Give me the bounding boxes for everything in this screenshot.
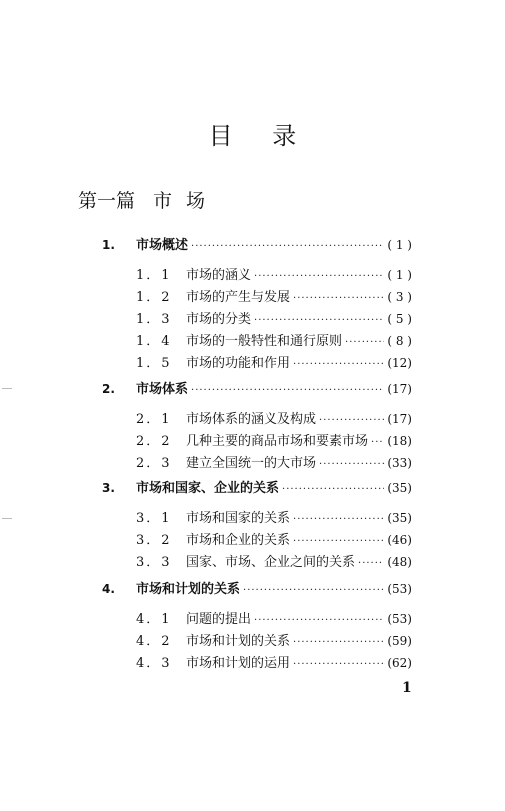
- section-title: 市场和计划的运用: [186, 656, 291, 671]
- page-number: 1: [402, 680, 412, 696]
- section-title: 国家、市场、企业之间的关系: [186, 555, 356, 570]
- dot-leader: [293, 656, 384, 674]
- page-ref: (59): [387, 634, 412, 648]
- section-number: 2．1: [136, 412, 172, 427]
- section-number: 4．3: [136, 656, 172, 671]
- page-ref: ( 1 ): [387, 268, 412, 282]
- dot-leader: [254, 268, 384, 286]
- part-heading: [78, 186, 219, 213]
- section-number: 1．1: [136, 268, 172, 283]
- dot-leader: [293, 634, 384, 652]
- scan-artifact: [2, 388, 12, 389]
- page-ref: (35): [387, 481, 412, 495]
- toc-chapter-1[interactable]: [102, 236, 412, 254]
- section-title: 市场体系的涵义及构成: [186, 412, 317, 427]
- page-ref: ( 8 ): [387, 334, 412, 348]
- page-ref: ( 1 ): [387, 238, 412, 252]
- dot-leader: [293, 356, 384, 374]
- toc-chapter-2[interactable]: [102, 380, 412, 398]
- toc-section-2-1[interactable]: [136, 410, 412, 428]
- section-number: 1．4: [136, 334, 172, 349]
- toc-section-3-2[interactable]: [136, 531, 412, 549]
- section-title: 市场和国家的关系: [186, 511, 291, 526]
- dot-leader: [191, 238, 384, 256]
- toc-section-1-2[interactable]: [136, 288, 412, 306]
- page-ref: (17): [387, 412, 412, 426]
- page-ref: (46): [387, 533, 412, 547]
- page-ref: (53): [387, 582, 412, 596]
- section-number: 4．1: [136, 612, 172, 627]
- page-ref: (53): [387, 612, 412, 626]
- dot-leader: [319, 456, 384, 474]
- toc-section-2-3[interactable]: [136, 454, 412, 472]
- section-title: 市场的涵义: [186, 268, 252, 283]
- toc-section-1-1[interactable]: [136, 266, 412, 284]
- section-title: 市场的功能和作用: [186, 356, 291, 371]
- chapter-number: 1.: [102, 238, 115, 252]
- section-number: 4．2: [136, 634, 172, 649]
- chapter-number: 4.: [102, 582, 115, 596]
- page-ref: (62): [387, 656, 412, 670]
- page-ref: (12): [387, 356, 412, 370]
- dot-leader: [254, 312, 384, 330]
- page-ref: (33): [387, 456, 412, 470]
- dot-leader: [293, 533, 384, 551]
- page-ref: ( 5 ): [387, 312, 412, 326]
- dot-leader: [282, 481, 384, 499]
- section-number: 3．1: [136, 511, 172, 526]
- section-number: 2．3: [136, 456, 172, 471]
- section-title: 市场的分类: [186, 312, 252, 327]
- page-ref: (17): [387, 382, 412, 396]
- section-number: 3．3: [136, 555, 172, 570]
- section-title: 市场的一般特性和通行原则: [186, 334, 343, 349]
- chapter-title: 市场概述: [136, 238, 189, 253]
- section-title: 市场和企业的关系: [186, 533, 291, 548]
- section-number: 2．2: [136, 434, 172, 449]
- dot-leader: [371, 434, 384, 452]
- toc-section-1-3[interactable]: [136, 310, 412, 328]
- section-number: 1．2: [136, 290, 172, 305]
- dot-leader: [243, 582, 384, 600]
- chapter-number: 3.: [102, 481, 115, 495]
- toc-chapter-4[interactable]: [102, 580, 412, 598]
- page-title: 目 录: [208, 122, 313, 150]
- chapter-title: 市场和国家、企业的关系: [136, 481, 280, 496]
- chapter-number: 2.: [102, 382, 115, 396]
- toc-section-2-2[interactable]: [136, 432, 412, 450]
- toc-section-1-4[interactable]: [136, 332, 412, 350]
- page-ref: ( 3 ): [387, 290, 412, 304]
- chapter-title: 市场体系: [136, 382, 189, 397]
- section-title: 几种主要的商品市场和要素市场: [186, 434, 369, 449]
- dot-leader: [254, 612, 384, 630]
- toc-section-4-3[interactable]: [136, 654, 412, 672]
- toc-section-1-5[interactable]: [136, 354, 412, 372]
- page-ref: (35): [387, 511, 412, 525]
- dot-leader: [319, 412, 384, 430]
- toc-section-4-1[interactable]: [136, 610, 412, 628]
- section-title: 问题的提出: [186, 612, 252, 627]
- section-title: 市场的产生与发展: [186, 290, 291, 305]
- page-ref: (48): [387, 555, 412, 569]
- section-title: 市场和计划的关系: [186, 634, 291, 649]
- toc-chapter-3[interactable]: [102, 479, 412, 497]
- dot-leader: [293, 290, 384, 308]
- dot-leader: [191, 382, 384, 400]
- dot-leader: [358, 555, 384, 573]
- chapter-title: 市场和计划的关系: [136, 582, 241, 597]
- section-title: 建立全国统一的大市场: [186, 456, 317, 471]
- page-ref: (18): [387, 434, 412, 448]
- toc-section-3-1[interactable]: [136, 509, 412, 527]
- dot-leader: [293, 511, 384, 529]
- section-number: 1．5: [136, 356, 172, 371]
- dot-leader: [345, 334, 384, 352]
- scan-artifact: [2, 518, 12, 519]
- section-number: 3．2: [136, 533, 172, 548]
- toc-section-3-3[interactable]: [136, 553, 412, 571]
- part-title: 市场: [153, 190, 220, 212]
- part-number: 第一篇: [78, 190, 136, 212]
- section-number: 1．3: [136, 312, 172, 327]
- toc-section-4-2[interactable]: [136, 632, 412, 650]
